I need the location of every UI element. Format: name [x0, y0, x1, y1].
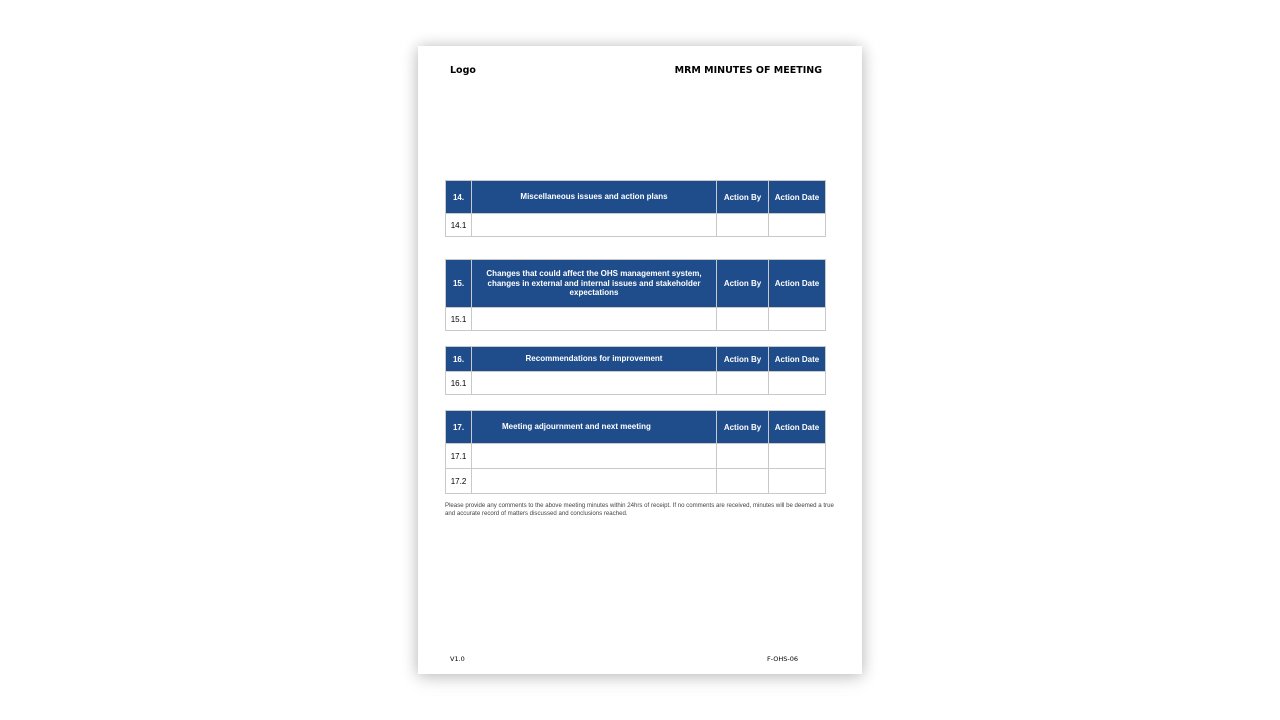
row-number: 15.1 [446, 308, 472, 331]
action-date-cell[interactable] [769, 372, 826, 395]
row-number: 17.2 [446, 469, 472, 494]
table-row [446, 308, 826, 331]
section-title: Miscellaneous issues and action plans [472, 181, 717, 214]
row-number: 17.1 [446, 444, 472, 469]
action-by-cell[interactable] [717, 308, 769, 331]
table-row [446, 214, 826, 237]
section-number: 15. [446, 260, 472, 308]
section-number: 16. [446, 347, 472, 372]
section-16-table [445, 346, 826, 395]
comments-note: Please provide any comments to the above meeting minutes within 24hrs of receipt. If no comments are received, minutes will be deemed a true and accurate record of matters discussed and conclusions reached. [445, 502, 834, 517]
section-header-row [446, 347, 826, 372]
action-by-cell[interactable] [717, 214, 769, 237]
action-date-header: Action Date [769, 260, 826, 308]
action-date-cell[interactable] [769, 308, 826, 331]
item-cell[interactable] [472, 214, 717, 237]
action-by-cell[interactable] [717, 469, 769, 494]
action-date-header: Action Date [769, 411, 826, 444]
section-header-row [446, 260, 826, 308]
form-code: F-OHS-06 [767, 655, 799, 663]
item-cell[interactable] [472, 308, 717, 331]
action-by-header: Action By [717, 260, 769, 308]
table-row [446, 372, 826, 395]
row-number: 14.1 [446, 214, 472, 237]
action-date-cell[interactable] [769, 444, 826, 469]
section-17-table [445, 410, 826, 494]
logo-placeholder: Logo [450, 65, 476, 76]
document-page [418, 46, 862, 674]
item-cell[interactable] [472, 469, 717, 494]
action-by-header: Action By [717, 411, 769, 444]
section-title: Changes that could affect the OHS management system, changes in external and internal issues and stakeholder expectations [472, 260, 717, 308]
version-label: V1.0 [450, 655, 465, 663]
section-header-row [446, 411, 826, 444]
action-date-header: Action Date [769, 181, 826, 214]
action-date-cell[interactable] [769, 469, 826, 494]
action-date-header: Action Date [769, 347, 826, 372]
section-title: Recommendations for improvement [472, 347, 717, 372]
action-by-cell[interactable] [717, 372, 769, 395]
item-cell[interactable] [472, 372, 717, 395]
action-by-header: Action By [717, 347, 769, 372]
section-header-row [446, 181, 826, 214]
item-cell[interactable] [472, 444, 717, 469]
action-date-cell[interactable] [769, 214, 826, 237]
table-row [446, 469, 826, 494]
section-number: 14. [446, 181, 472, 214]
section-title: Meeting adjournment and next meeting [472, 411, 717, 444]
table-row [446, 444, 826, 469]
document-title: MRM MINUTES OF MEETING [674, 65, 822, 76]
action-by-header: Action By [717, 181, 769, 214]
section-15-table [445, 259, 826, 331]
action-by-cell[interactable] [717, 444, 769, 469]
section-number: 17. [446, 411, 472, 444]
row-number: 16.1 [446, 372, 472, 395]
section-14-table [445, 180, 826, 237]
